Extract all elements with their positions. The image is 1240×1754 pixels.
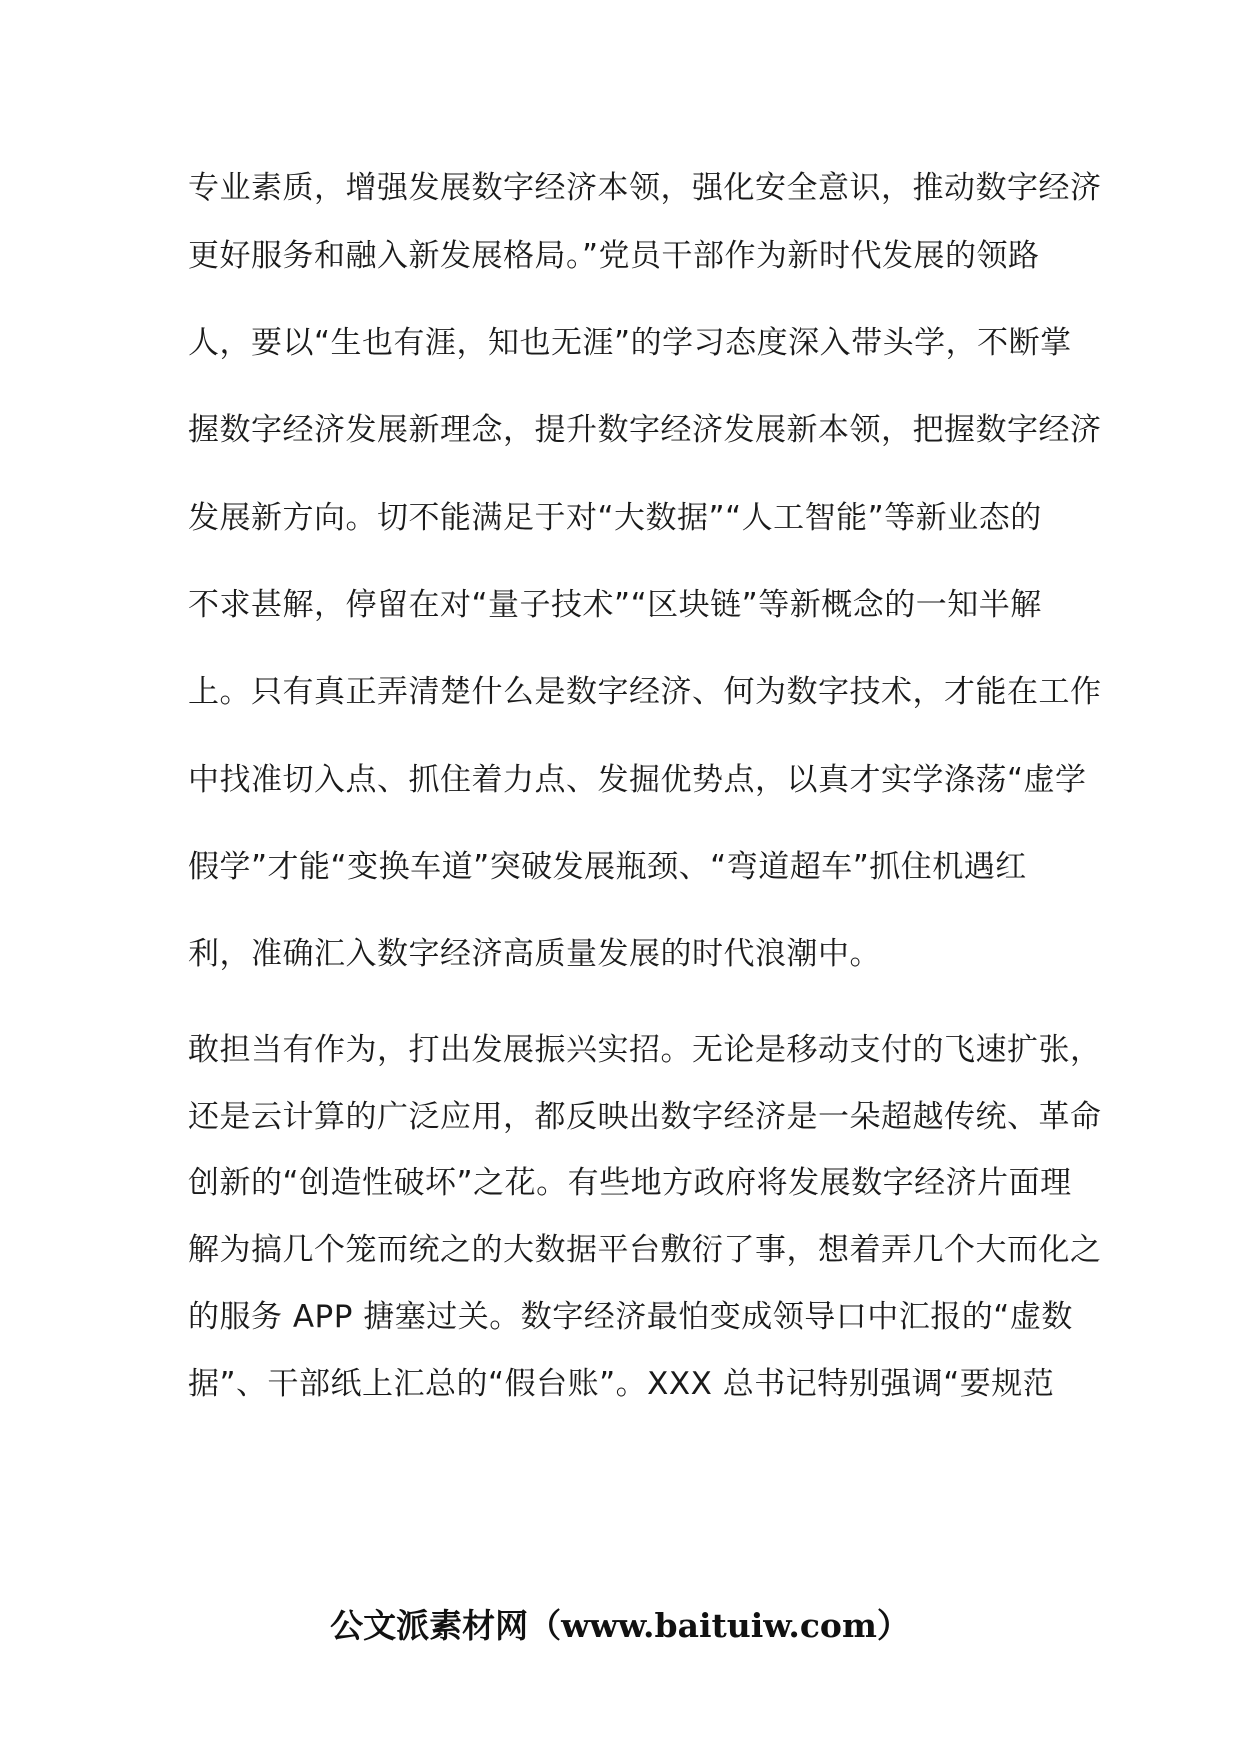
paragraph1-line: 专业素质，增强发展数字经济本领，强化安全意识，推动数字经济: [188, 170, 1102, 206]
paragraph1-line: 人，要以“生也有涯，知也无涯”的学习态度深入带头学，不断掌: [188, 325, 1072, 361]
paragraph1-line: 上。只有真正弄清楚什么是数字经济、何为数字技术，才能在工作: [188, 674, 1102, 710]
footer-source-text: 公文派素材网（www.baituiw.com）: [330, 1606, 910, 1645]
paragraph1-line: 假学”才能“变换车道”突破发展瓶颈、“弯道超车”抓住机遇红: [188, 849, 1027, 885]
paragraph2-line: 还是云计算的广泛应用，都反映出数字经济是一朵超越传统、革命: [188, 1099, 1102, 1135]
paragraph2-line: 的服务 APP 搪塞过关。数字经济最怕变成领导口中汇报的“虚数: [188, 1299, 1073, 1335]
paragraph2-line: 敢担当有作为，打出发展振兴实招。无论是移动支付的飞速扩张，: [188, 1032, 1102, 1068]
paragraph1-line: 中找准切入点、抓住着力点、发掘优势点，以真才实学涤荡“虚学: [188, 762, 1087, 798]
paragraph1-line: 更好服务和融入新发展格局。”党员干部作为新时代发展的领路: [188, 238, 1040, 274]
paragraph2-line: 创新的“创造性破坏”之花。有些地方政府将发展数字经济片面理: [188, 1165, 1072, 1201]
paragraph1-line: 利，准确汇入数字经济高质量发展的时代浪潮中。: [188, 936, 881, 972]
paragraph1-line: 发展新方向。切不能满足于对“大数据”“人工智能”等新业态的: [188, 500, 1042, 536]
paragraph1-line: 握数字经济发展新理念，提升数字经济发展新本领，把握数字经济: [188, 412, 1102, 448]
paragraph1-line: 不求甚解，停留在对“量子技术”“区块链”等新概念的一知半解: [188, 587, 1042, 623]
paragraph2-line: 解为搞几个笼而统之的大数据平台敷衍了事，想着弄几个大而化之: [188, 1232, 1102, 1268]
paragraph2-line: 据”、干部纸上汇总的“假台账”。XXX 总书记特别强调“要规范: [188, 1366, 1055, 1402]
